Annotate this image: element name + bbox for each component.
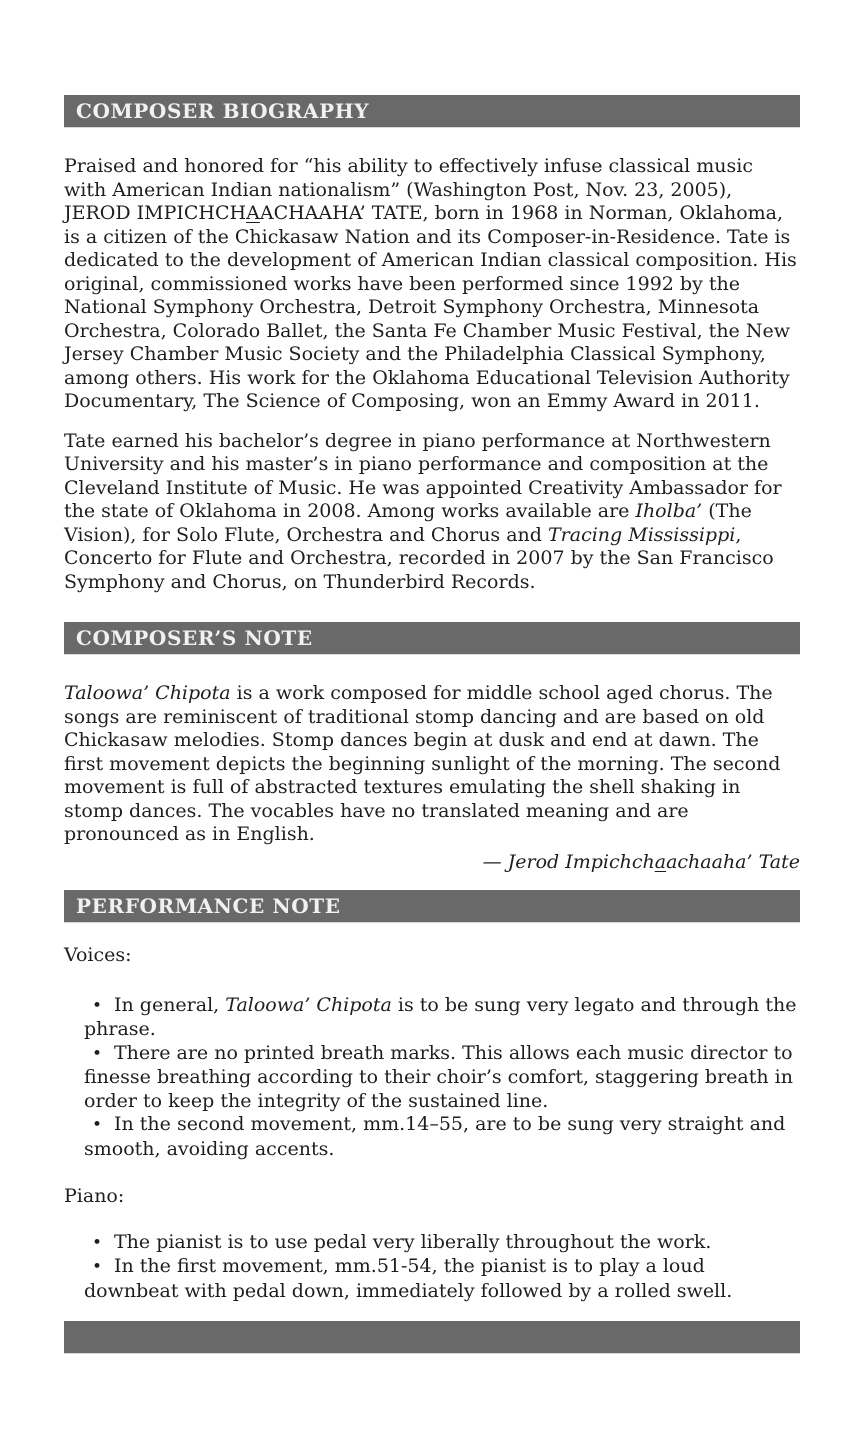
text-run: Taloowa’ Chipota [64,682,231,704]
text-run: Praised and honored for “his ability to effectively infuse classical music with American Indian nationalism” (Washington Post, Nov. 23, 2005), JEROD IMPICHCH [64,155,753,224]
text-run: In the second movement, mm.14–55, are to be sung very straight and smooth, avoiding accents. [84,1113,786,1160]
section-title: PERFORMANCE NOTE [76,894,341,918]
bullet-item [84,1113,800,1161]
voices-bullet-list [84,994,800,1162]
text-run: (The Vision), for Solo Flute, Orchestra and Chorus and [64,500,752,546]
bullet-item [84,1255,800,1303]
bullet-icon: • [92,1043,103,1064]
text-run: ACHAAHA’ TATE, born in 1968 in Norman, Oklahoma, is a citizen of the Chickasaw Nation and its Composer-in-Residence. Tate is dedicated to the development of American Indian classical composition. His original, commissioned works have been performed since 1992 by the National Symphony Orchestra, Detroit Symphony Orchestra, Minnesota Orchestra, Colorado Ballet, the Santa Fe Chamber Music Festival, the New Jersey Chamber Music Society and the Philadelphia Classical Symphony, among others. His work for the Oklahoma Educational Television Authority Documentary, The Science of Composing, won an Emmy Award in 2011. [64,202,797,412]
bullet-text [84,1113,785,1160]
bullet-text [84,1042,793,1112]
piano-bullet-list [84,1231,800,1304]
text-run: Tate earned his bachelor’s degree in piano performance at Northwestern University and his master’s in piano performance and composition at the Cleveland Institute of Music. He was appointed Creativity Ambassador for the state of Oklahoma in 2008. Among works available are [64,429,782,522]
bullet-item [84,1231,800,1256]
text-run: The pianist is to use pedal very liberally throughout the work. [114,1230,712,1253]
bullet-icon: • [92,1115,103,1135]
text-run: Iholba’ [635,500,703,522]
bullet-icon: • [92,1232,103,1253]
bullet-item [84,994,800,1042]
bullet-icon: • [92,1257,103,1277]
text-run: In the first movement, mm.51-54, the pianist is to play a loud downbeat with pedal down, immediately followed by a rolled swell. [84,1255,733,1302]
text-run: is a work composed for middle school aged chorus. The songs are reminiscent of traditional stomp dancing and are based on old Chickasaw melodies. Stomp dances begin at dusk and end at dawn. The first movement depicts the beginning sunlight of the morning. The second movement is full of abstracted textures emulating the shell shaking in stomp dances. The vocables have no translated meaning and are pronounced as in English. [64,682,781,845]
text-run: Tracing Mississippi [548,523,736,546]
text-run: , Concerto for Flute and Orchestra, recorded in 2007 by the San Francisco Symphony and Chorus, on Thunderbird Records. [64,523,774,593]
text-run: In general, [114,993,226,1016]
section-header-composers-note [64,622,800,654]
document-page [0,95,864,1439]
piano-label: Piano: [64,1185,125,1207]
text-run: achaaha’ Tate [666,850,800,873]
section-header-composer-biography [64,95,800,127]
section-header-performance-note [64,890,800,922]
biography-paragraph-2 [64,430,800,595]
bullet-item [84,1042,800,1114]
footer-bar [64,1321,800,1353]
section-title: COMPOSER’S NOTE [76,626,313,650]
text-run: Taloowa’ Chipota [225,993,392,1016]
composer-attribution [64,851,800,875]
biography-paragraph-1 [64,155,800,414]
text-run: A [246,202,260,224]
bullet-icon: • [92,995,103,1016]
text-run: is to be sung very legato and through the phrase. [84,993,797,1040]
voices-label: Voices: [64,944,132,966]
bullet-text [84,994,796,1041]
text-run: — Jerod Impichch [482,850,655,873]
text-run: There are no printed breath marks. This allows each music director to finesse breathing according to their choir’s comfort, staggering breath in order to keep the integrity of the sustained line. [84,1041,793,1112]
bullet-text [114,1231,711,1253]
text-run: a [654,850,667,873]
section-title: COMPOSER BIOGRAPHY [76,99,370,123]
bullet-text [84,1255,732,1302]
composers-note-paragraph [64,682,800,847]
